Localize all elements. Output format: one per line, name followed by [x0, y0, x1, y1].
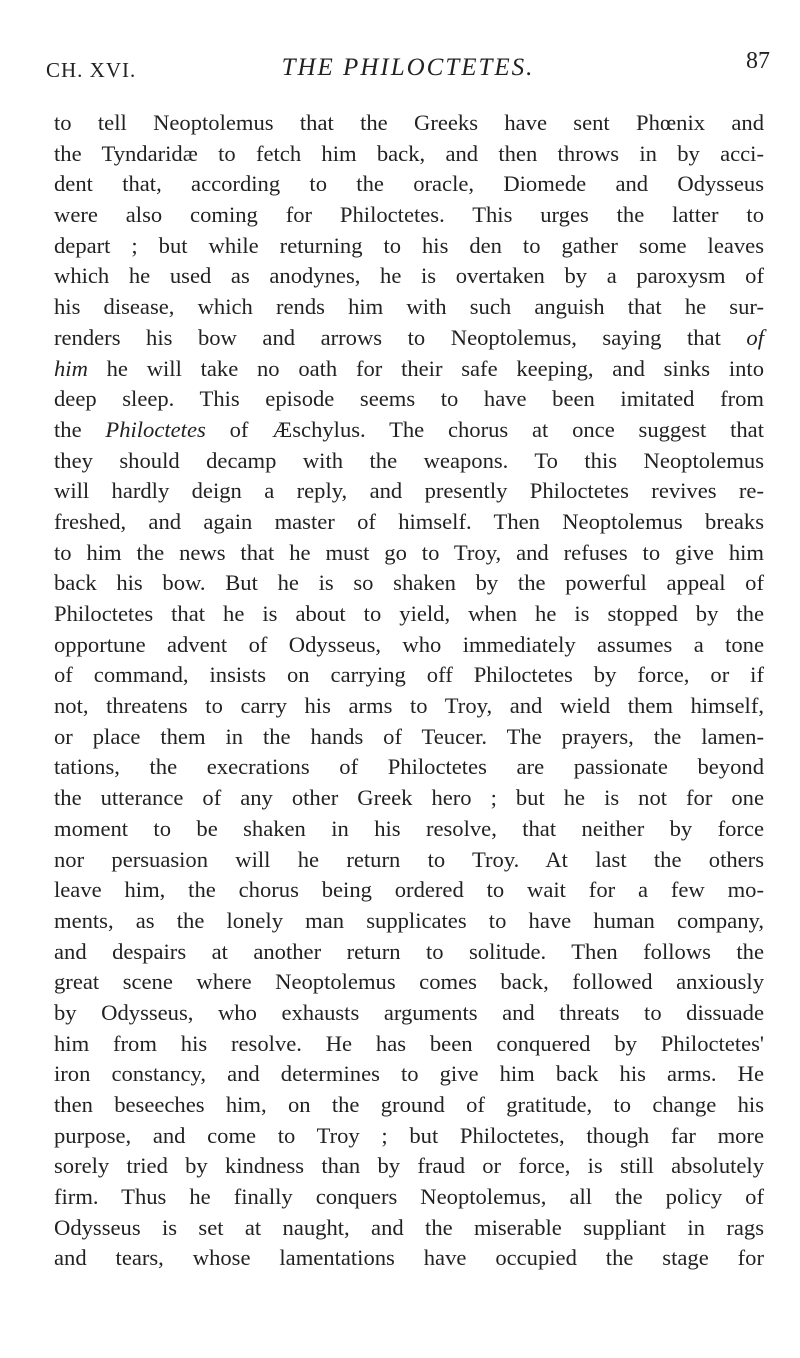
text-line: moment to be shaken in his resolve, that neither by force [54, 815, 764, 841]
text-line: Philoctetes that he is about to yield, when he is stopped by the [54, 601, 764, 626]
text-line: leave him, the chorus being ordered to wait for a few mo- [54, 877, 764, 903]
text-line: back his bow. But he is so shaken by the powerful appeal of [54, 570, 764, 596]
text-line: to tell Neoptolemus that the Greeks have sent Phœnix and [54, 110, 764, 135]
text-line: purpose, and come to Troy ; but Philoctetes, though far more [54, 1122, 764, 1148]
text-segment: renders his bow and arrows to Neoptolemus, saying that [54, 324, 721, 350]
text-line: opportune advent of Odysseus, who immediately assumes a tone [54, 631, 764, 657]
text-line: his disease, which rends him with such anguish that he sur- [54, 294, 764, 320]
text-line: dent that, according to the oracle, Diomede and Odysseus [54, 171, 764, 197]
text-line: tations, the execrations of Philoctetes are passionate beyond [54, 754, 764, 780]
text-line-with-italic [54, 354, 764, 385]
text-line: of command, insists on carrying off Philoctetes by force, or if [54, 662, 764, 688]
running-title: THE PHILOCTETES. [281, 54, 535, 81]
text-line: will hardly deign a reply, and presently Philoctetes revives re- [54, 478, 764, 504]
text-line-with-italic [54, 323, 764, 354]
italic-segment: him [54, 355, 88, 381]
text-line: by Odysseus, who exhausts arguments and threats to dissuade [54, 999, 764, 1025]
text-line: nor persuasion will he return to Troy. At last the others [54, 846, 764, 872]
text-line: then beseeches him, on the ground of gratitude, to change his [54, 1092, 764, 1117]
text-line: iron constancy, and determines to give him back his arms. He [54, 1061, 764, 1087]
text-line: ments, as the lonely man supplicates to have human company, [54, 907, 764, 933]
text-line: not, threatens to carry his arms to Troy, and wield them himself, [54, 693, 764, 719]
text-line: firm. Thus he finally conquers Neoptolemus, all the policy of [54, 1184, 764, 1210]
text-line: or place them in the hands of Teucer. The prayers, the lamen- [54, 723, 764, 749]
text-line: and despairs at another return to solitude. Then follows the [54, 938, 764, 964]
text-line: were also coming for Philoctetes. This urges the latter to [54, 202, 764, 228]
chapter-label: CH. XVI. [46, 58, 137, 82]
text-line-with-italic [54, 415, 764, 446]
body-text [54, 108, 764, 1274]
text-line: which he used as anodynes, he is overtaken by a paroxysm of [54, 263, 764, 289]
page-number: 87 [746, 48, 770, 74]
running-header [46, 48, 770, 88]
text-segment: of Æschylus. The chorus at once suggest that [205, 416, 764, 442]
text-line: Odysseus is set at naught, and the miserable suppliant in rags [54, 1214, 764, 1240]
text-line: him from his resolve. He has been conquered by Philoctetes' [54, 1030, 764, 1056]
text-segment: the [54, 416, 106, 442]
text-line: great scene where Neoptolemus comes back, followed anxiously [54, 969, 764, 995]
text-line: the Tyndaridæ to fetch him back, and then throws in by acci- [54, 140, 764, 166]
italic-segment: of [746, 324, 764, 350]
text-line: and tears, whose lamentations have occupied the stage for [54, 1245, 764, 1271]
text-line: deep sleep. This episode seems to have been imitated from [54, 386, 764, 412]
text-line: to him the news that he must go to Troy, and refuses to give him [54, 539, 764, 565]
text-line: freshed, and again master of himself. Then Neoptolemus breaks [54, 508, 764, 534]
text-line: depart ; but while returning to his den to gather some leaves [54, 232, 764, 258]
text-line: the utterance of any other Greek hero ; but he is not for one [54, 785, 764, 811]
text-line: they should decamp with the weapons. To this Neoptolemus [54, 447, 764, 473]
text-segment: he will take no oath for their safe keeping, and sinks into [87, 355, 764, 381]
text-line: sorely tried by kindness than by fraud or force, is still absolutely [54, 1153, 764, 1179]
italic-segment: Philoctetes [105, 416, 206, 442]
